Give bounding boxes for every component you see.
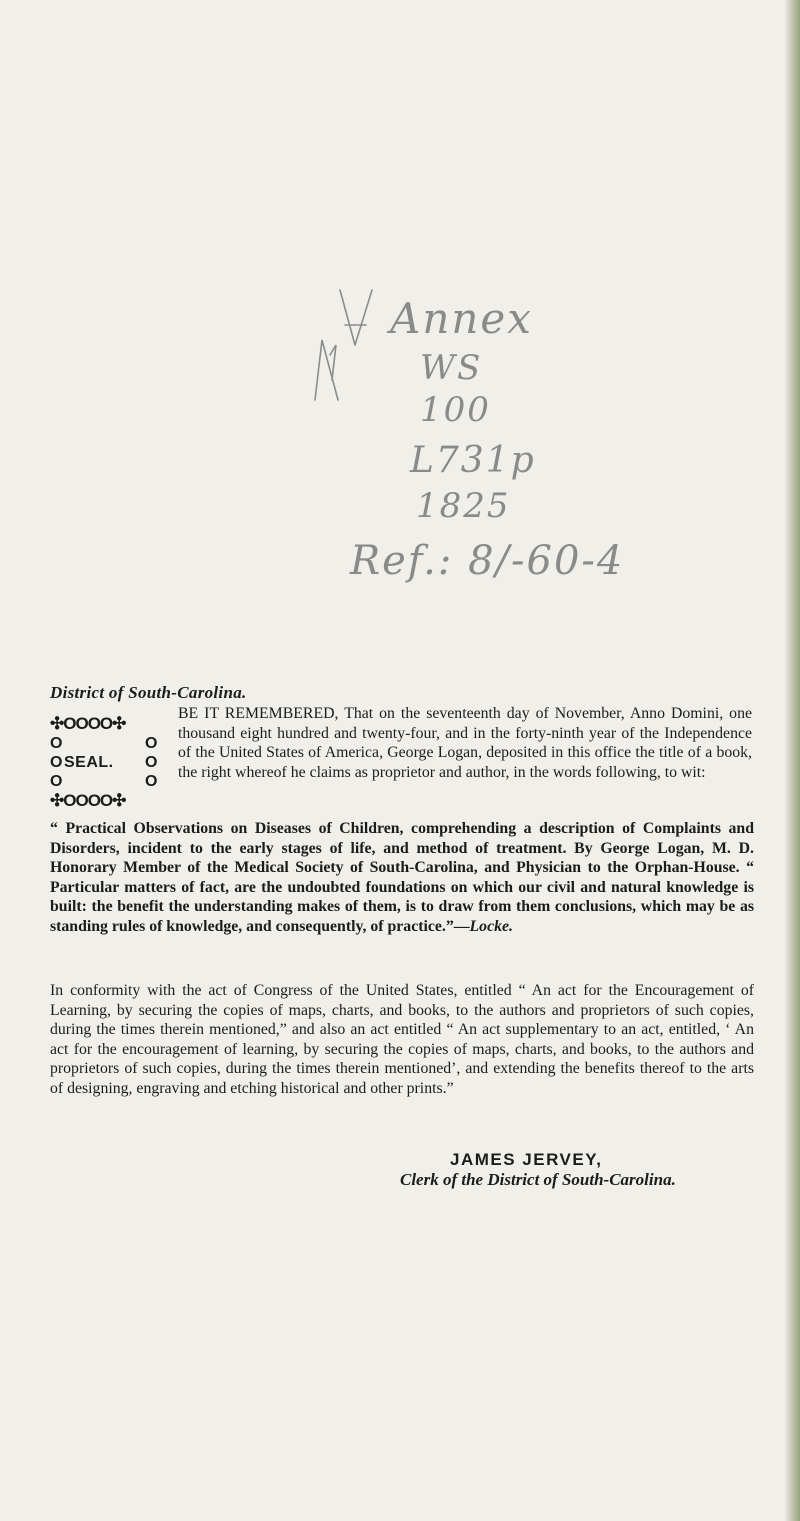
hw-ref: Ref.: 8/-60-4 [350, 538, 625, 584]
hw-100: 100 [420, 390, 491, 430]
seal-bottom-border: ✣OOOO✣ [50, 791, 126, 810]
seal-label: SEAL. [64, 754, 114, 771]
seal-right-ring: O [145, 735, 158, 752]
clerk-name: JAMES JERVEY, [450, 1150, 603, 1169]
copyright-body: That on the seventeenth day of November, Anno Domini, one thousand eight hundred and twenty-four, and in the forty-ninth year of the Independence of the United States of America, George Logan, deposited in this office the title of a book, the right whereof he claims as proprietor and author, in the words following, to wit: [178, 705, 752, 781]
seal-top-border: ✣OOOO✣ [50, 714, 126, 733]
book-title: “ Practical Observations on Diseases of Children, comprehending a description of Complaints and Disorders, incident to the early stages of life, and method of treatment. By George Logan, M. D. Honorary Member of the Medical Society of South-Carolina, and Physician to the Orphan-House. [50, 820, 754, 877]
seal-left-ring: O [50, 754, 63, 771]
hw-year: 1825 [416, 486, 511, 526]
clerk-title: Clerk of the District of South-Carolina. [400, 1170, 676, 1189]
hw-ws: WS [420, 348, 483, 388]
seal-left-ring: O [50, 735, 63, 752]
locke-attribution: Locke. [469, 917, 513, 935]
district-heading: District of South-Carolina. [50, 683, 247, 702]
seal-left-ring: O [50, 773, 63, 790]
hw-annex: Annex [390, 294, 533, 343]
hw-call-number: L731p [410, 440, 536, 481]
copyright-text [178, 704, 752, 782]
book-title-paragraph [50, 819, 754, 937]
seal-right-ring: O [145, 754, 158, 771]
locke-quote: “ Particular matters of fact, are the undoubted foundations on which our civil and natural knowledge is built: the benefit the understanding makes of them, is to draw from them conclusions, which may be as standing rules of knowledge, and consequently, of practice.”— [50, 859, 755, 935]
seal-right-ring: O [145, 773, 158, 790]
copyright-paragraph [50, 686, 752, 782]
act-of-congress-paragraph: In conformity with the act of Congress of the United States, entitled “ An act for the Encouragement of Learning, by securing the copies of maps, charts, and books, to the authors and proprietors of such copies, during the times therein mentioned,” and also an act entitled “ An act supplementary to an act, entitled, ‘ An act for the encouragement of learning, by securing the copies of maps, charts, and books, to the authors and proprietors of such copies, during the times therein mentioned’, and extending the benefits thereof to the arts of designing, engraving and etching historical and other prints.” [50, 982, 754, 1097]
be-it-remembered: BE IT REMEMBERED, [178, 705, 339, 722]
handwriting-strokes [0, 0, 800, 700]
